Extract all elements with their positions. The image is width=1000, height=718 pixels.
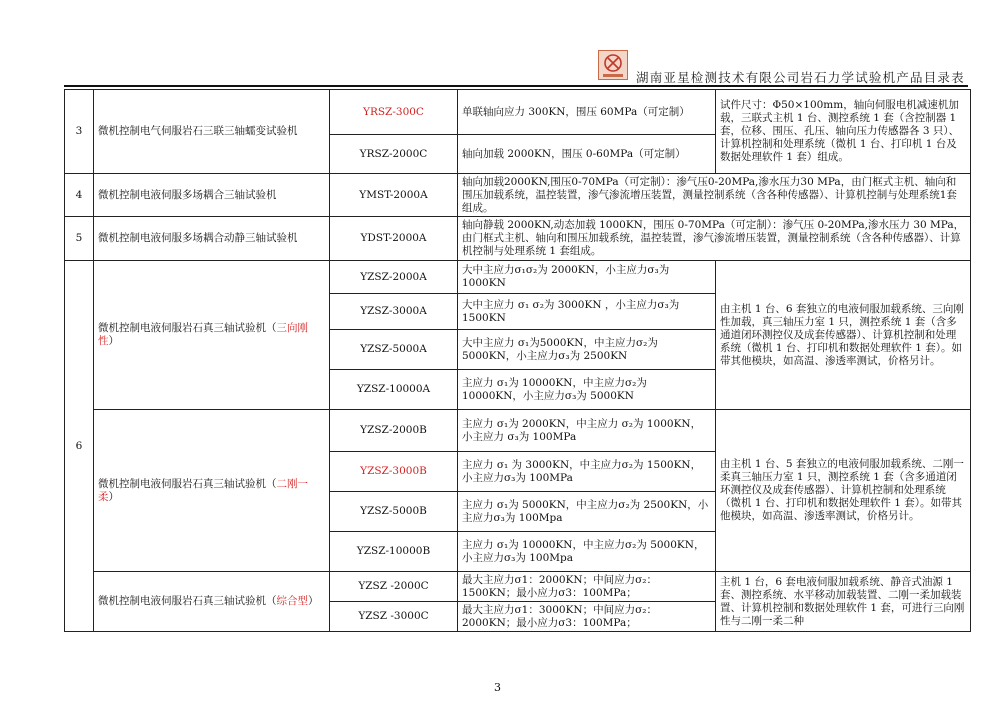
row-number: 5: [65, 217, 94, 261]
spec-text: 单联轴向应力 300KN，围压 60MPa（可定制）: [458, 90, 716, 135]
model-number: YZSZ -2000C: [330, 572, 458, 602]
model-number: YZSZ-3000B: [330, 452, 458, 492]
config-description: 由主机 1 台、6 套独立的电液伺服加载系统、三向刚性加载，真三轴压力室 1 只，测控系统 1 套（含多通道闭环测控仪及成套传感器）、计算机控制和处理系统（微机 1 台、打印机和数据处理软件 1 套）。如带其他模块，如高温、渗透率测试，价格另计。: [716, 261, 971, 410]
model-number: YZSZ-2000B: [330, 410, 458, 452]
product-name: 微机控制电液伺服多场耦合动静三轴试验机: [94, 217, 330, 261]
config-description: 试件尺寸：Φ50×100mm，轴向伺服电机减速机加载，三联式主机 1 台、测控系统 1 套（含控制器 1 套，位移、围压、孔压、轴向压力传感器各 3 只）、计算机控制和处理系统（微机 1 台、打印机 1 台及数据处理软件 1 套）组成。: [716, 90, 971, 174]
product-name: 微机控制电液伺服岩石真三轴试验机（综合型）: [94, 572, 330, 632]
spec-text: 主应力 σ₁为 5000KN，中主应力σ₂为 2500KN，小主应力σ₃为 100Mpa: [458, 492, 716, 532]
spec-text: 轴向静载 2000KN,动态加载 1000KN，围压 0-70MPa（可定制）：渗气压 0-20MPa,渗水压力 30 MPa，由门框式主机、轴向和围压加载系统，温控装置，渗气渗流增压装置，测量控制系统（含各种传感器）、计算机控制与处理系统 1 套组成。: [458, 217, 971, 261]
model-number: YMST-2000A: [330, 174, 458, 217]
spec-text: 最大主应力σ1：3000KN；中间应力σ₂：2000KN；最小应力σ3：100MPa；: [458, 602, 716, 632]
page-header: [0, 0, 1000, 86]
spec-text: 主应力 σ₁为 10000KN，中主应力σ₂为 5000KN，小主应力σ₃为 100Mpa: [458, 532, 716, 572]
model-number: YZSZ-5000A: [330, 330, 458, 370]
row-number: 4: [65, 174, 94, 217]
spec-text: 轴向加载2000KN,围压0-70MPa（可定制）：渗气压0-20MPa,渗水压力30 MPa，由门框式主机、轴向和围压加载系统，温控装置，渗气渗流增压装置，测量控制系统（含各种传感器）、计算机控制与处理系统1套组成。: [458, 174, 971, 217]
model-number: YZSZ-3000A: [330, 294, 458, 330]
product-name: 微机控制电液伺服岩石真三轴试验机（二刚一柔）: [94, 410, 330, 572]
spec-text: 主应力 σ₁为 10000KN，中主应力σ₂为 10000KN，小主应力σ₃为 5000KN: [458, 370, 716, 410]
model-number: YZSZ -3000C: [330, 602, 458, 632]
model-number: YZSZ-10000B: [330, 532, 458, 572]
spec-text: 大中主应力σ₁σ₂为 2000KN，小主应力σ₃为 1000KN: [458, 261, 716, 294]
table-row: [65, 261, 971, 294]
row-number: 3: [65, 90, 94, 174]
page-number: 3: [494, 681, 501, 694]
model-number: YZSZ-10000A: [330, 370, 458, 410]
row-number: 6: [65, 261, 94, 632]
model-number: YRSZ-2000C: [330, 135, 458, 174]
config-description: 主机 1 台，6 套电液伺服加载系统、静音式油源 1 套、测控系统、水平移动加载装置、二刚一柔加载装置、计算机控制和数据处理软件 1 套，可进行三向刚性与二刚一柔二种: [716, 572, 971, 632]
config-description: 由主机 1 台、5 套独立的电液伺服加载系统、二刚一柔真三轴压力室 1 只，测控系统 1 套（含多通道闭环测控仪及成套传感器）、计算机控制和处理系统（微机 1 台、打印机和数据处理软件 1 套）。如带其他模块，如高温、渗透率测试，价格另计。: [716, 410, 971, 572]
model-number: YRSZ-300C: [330, 90, 458, 135]
catalog-title: 湖南亚星检测技术有限公司岩石力学试验机产品目录表: [636, 70, 965, 85]
model-number: YDST-2000A: [330, 217, 458, 261]
table-row: [65, 90, 971, 135]
product-catalog-table: [64, 89, 971, 632]
spec-text: 轴向加载 2000KN，围压 0-60MPa（可定制）: [458, 135, 716, 174]
product-name: 微机控制电液伺服岩石真三轴试验机（三向刚性）: [94, 261, 330, 410]
model-number: YZSZ-2000A: [330, 261, 458, 294]
model-number: YZSZ-5000B: [330, 492, 458, 532]
table-row: [65, 410, 971, 452]
table-row: [65, 217, 971, 261]
spec-text: 大中主应力 σ₁为5000KN，中主应力σ₂为5000KN，小主应力σ₃为 2500KN: [458, 330, 716, 370]
spec-text: 主应力 σ₁为 2000KN，中主应力 σ₂为 1000KN，小主应力 σ₃为 100MPa: [458, 410, 716, 452]
product-name: 微机控制电液伺服多场耦合三轴试验机: [94, 174, 330, 217]
table-row: [65, 174, 971, 217]
company-logo-icon: [598, 50, 628, 80]
product-name: 微机控制电气伺服岩石三联三轴蠕变试验机: [94, 90, 330, 174]
spec-text: 最大主应力σ1：2000KN；中间应力σ₂：1500KN；最小应力σ3：100MPa；: [458, 572, 716, 602]
header-divider: [64, 85, 968, 87]
table-row: [65, 572, 971, 602]
spec-text: 主应力 σ₁ 为 3000KN，中主应力σ₂为 1500KN，小主应力σ₃为 100MPa: [458, 452, 716, 492]
spec-text: 大中主应力 σ₁ σ₂为 3000KN ，小主应力σ₃为 1500KN: [458, 294, 716, 330]
